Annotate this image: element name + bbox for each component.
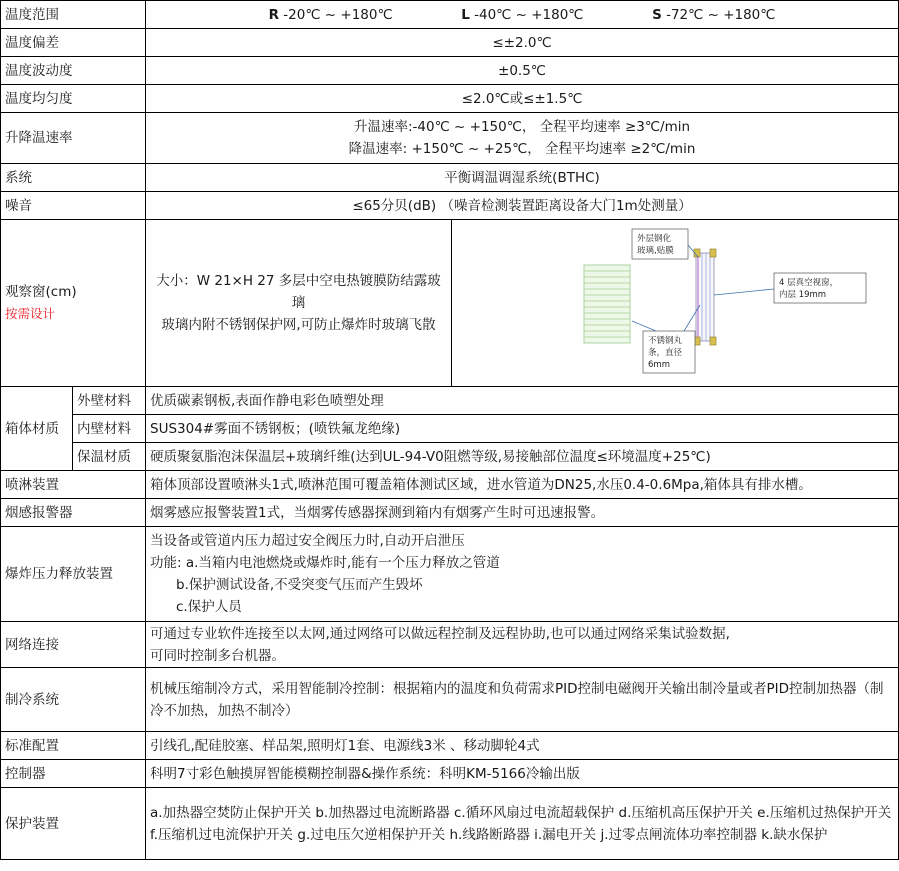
network-line-1: 可通过专业软件连接至以太网,通过网络可以做远程控制及远程协助,也可以通过网络采集试验数据, bbox=[150, 625, 730, 642]
row-standard bbox=[1, 732, 899, 760]
window-cross-section bbox=[694, 249, 716, 345]
row-label: 控制器 bbox=[1, 760, 146, 788]
row-label: 升降温速率 bbox=[1, 113, 146, 164]
row-value: 箱体顶部设置喷淋头1式,喷淋范围可覆盖箱体测试区域，进水管道为DN25,水压0.4-0.6Mpa,箱体具有排水槽。 bbox=[146, 471, 899, 499]
explosion-line-1: 当设备或管道内压力超过安全阀压力时,自动开启泄压 bbox=[150, 533, 465, 549]
row-value: 科明7寸彩色触摸屏智能模糊控制器&操作系统：科明KM-5166冷输出版 bbox=[146, 760, 899, 788]
explosion-line-2: 功能: a.当箱内电池燃烧或爆炸时,能有一个压力释放之管道 bbox=[150, 555, 500, 571]
row-smoke bbox=[1, 499, 899, 527]
row-value bbox=[146, 113, 899, 164]
row-temp-uniformity bbox=[1, 85, 899, 113]
row-cabinet-insulation bbox=[1, 443, 899, 471]
callout-vacuum-text-1: 4 层真空视窗， bbox=[779, 278, 839, 288]
row-label: 标准配置 bbox=[1, 732, 146, 760]
explosion-line-3: b.保护测试设备,不受突变气压而产生毁坏 bbox=[176, 577, 423, 593]
window-line-1: 大小：W 21×H 27 多层中空电热镀膜防结露玻璃 bbox=[156, 273, 441, 311]
sub-label: 内壁材料 bbox=[73, 415, 146, 443]
window-note: 按需设计 bbox=[5, 306, 56, 321]
row-value: ≤2.0℃或≤±1.5℃ bbox=[146, 85, 899, 113]
callout-vacuum-text-2: 内层 19mm bbox=[779, 290, 827, 300]
window-label: 观察窗(cm) bbox=[5, 284, 77, 300]
cabinet-label: 箱体材质 bbox=[1, 387, 73, 471]
ramp-down-line: 降温速率: +150℃ ~ +25℃， 全程平均速率 ≥2℃/min bbox=[348, 141, 696, 157]
window-line-2: 玻璃内附不锈钢保护网,可防止爆炸时玻璃飞散 bbox=[161, 317, 436, 333]
row-explosion bbox=[1, 527, 899, 622]
row-value: ≤±2.0℃ bbox=[146, 29, 899, 57]
ramp-up-line: 升温速率:-40℃ ~ +150℃， 全程平均速率 ≥3℃/min bbox=[353, 119, 691, 135]
row-value: ≤65分贝(dB) （噪音检测装置距离设备大门1m处测量） bbox=[146, 192, 899, 220]
callout-steel-bars bbox=[632, 305, 700, 373]
row-sprinkler bbox=[1, 471, 899, 499]
row-value: 平衡调温调湿系统(BTHC) bbox=[146, 164, 899, 192]
row-controller bbox=[1, 760, 899, 788]
callout-steel-text-1: 不锈钢丸 bbox=[648, 336, 683, 346]
row-system bbox=[1, 164, 899, 192]
row-value bbox=[146, 527, 899, 622]
row-label: 系统 bbox=[1, 164, 146, 192]
sub-label: 外壁材料 bbox=[73, 387, 146, 415]
window-diagram bbox=[456, 223, 896, 383]
row-temp-deviation bbox=[1, 29, 899, 57]
row-label: 网络连接 bbox=[1, 622, 146, 668]
callout-outer-text-1: 外层钢化 bbox=[637, 234, 672, 244]
row-ramp-rate bbox=[1, 113, 899, 164]
row-temp-fluctuation bbox=[1, 57, 899, 85]
row-label: 温度偏差 bbox=[1, 29, 146, 57]
row-noise bbox=[1, 192, 899, 220]
row-cabinet-outer bbox=[1, 387, 899, 415]
explosion-line-4: c.保护人员 bbox=[176, 599, 242, 615]
row-label: 噪音 bbox=[1, 192, 146, 220]
row-value: SUS304#雾面不锈钢板；(喷铁氟龙绝缘) bbox=[146, 415, 899, 443]
window-diagram-cell bbox=[452, 220, 899, 387]
range-s-letter: S bbox=[652, 6, 662, 23]
callout-outer-glass bbox=[632, 229, 698, 259]
row-value: 优质碳素钢板,表面作静电彩色喷塑处理 bbox=[146, 387, 899, 415]
row-cabinet-inner bbox=[1, 415, 899, 443]
network-line-2: 可同时控制多台机器。 bbox=[150, 647, 285, 664]
row-label: 喷淋装置 bbox=[1, 471, 146, 499]
row-protection bbox=[1, 788, 899, 860]
sub-label: 保温材质 bbox=[73, 443, 146, 471]
row-label: 烟感报警器 bbox=[1, 499, 146, 527]
row-label: 制冷系统 bbox=[1, 668, 146, 732]
row-value bbox=[146, 622, 899, 668]
row-value: 硬质聚氨脂泡沫保温层+玻璃纤维(达到UL-94-V0阻燃等级,易接触部位温度≤环境温度+25℃) bbox=[146, 443, 899, 471]
range-r-letter: R bbox=[268, 6, 279, 23]
row-value: ±0.5℃ bbox=[146, 57, 899, 85]
row-refrigeration bbox=[1, 668, 899, 732]
range-s-value: -72℃ ~ +180℃ bbox=[661, 6, 776, 23]
callout-steel-text-3: 6mm bbox=[648, 360, 670, 370]
window-description bbox=[146, 220, 452, 387]
row-temp-range bbox=[1, 1, 899, 29]
row-value: 引线孔,配硅胶塞、样品架,照明灯1套、电源线3米 、移动脚轮4式 bbox=[146, 732, 899, 760]
row-label: 温度范围 bbox=[1, 1, 146, 29]
row-value: 烟雾感应报警装置1式，当烟雾传感器探测到箱内有烟雾产生时可迅速报警。 bbox=[146, 499, 899, 527]
callout-steel-text-2: 条，直径 bbox=[648, 348, 683, 358]
row-value: 机械压缩制冷方式，采用智能制冷控制：根据箱内的温度和负荷需求PID控制电磁阀开关输出制冷量或者PID控制加热器（制冷不加热，加热不制冷） bbox=[146, 668, 899, 732]
range-l-value: -40℃ ~ +180℃ bbox=[469, 6, 584, 23]
row-window bbox=[1, 220, 899, 387]
row-label bbox=[1, 220, 146, 387]
row-label: 爆炸压力释放装置 bbox=[1, 527, 146, 622]
callout-vacuum-window bbox=[714, 273, 866, 303]
row-label: 温度均匀度 bbox=[1, 85, 146, 113]
range-l-letter: L bbox=[461, 6, 470, 23]
glass-panel-illustration bbox=[584, 265, 630, 343]
temp-range-values bbox=[146, 1, 899, 29]
range-r-value: -20℃ ~ +180℃ bbox=[278, 6, 393, 23]
callout-outer-text-2: 玻璃,贴膜 bbox=[637, 246, 674, 256]
row-network bbox=[1, 622, 899, 668]
row-value: a.加热器空焚防止保护开关 b.加热器过电流断路器 c.循环风扇过电流超载保护 d.压缩机高压保护开关 e.压缩机过热保护开关 f.压缩机过电流保护开关 g.过电压欠逆相保护开关 h.线路断路器 i.漏电开关 j.过零点闸流体功率控制器 k.缺水保护 bbox=[146, 788, 899, 860]
row-label: 保护装置 bbox=[1, 788, 146, 860]
row-label: 温度波动度 bbox=[1, 57, 146, 85]
